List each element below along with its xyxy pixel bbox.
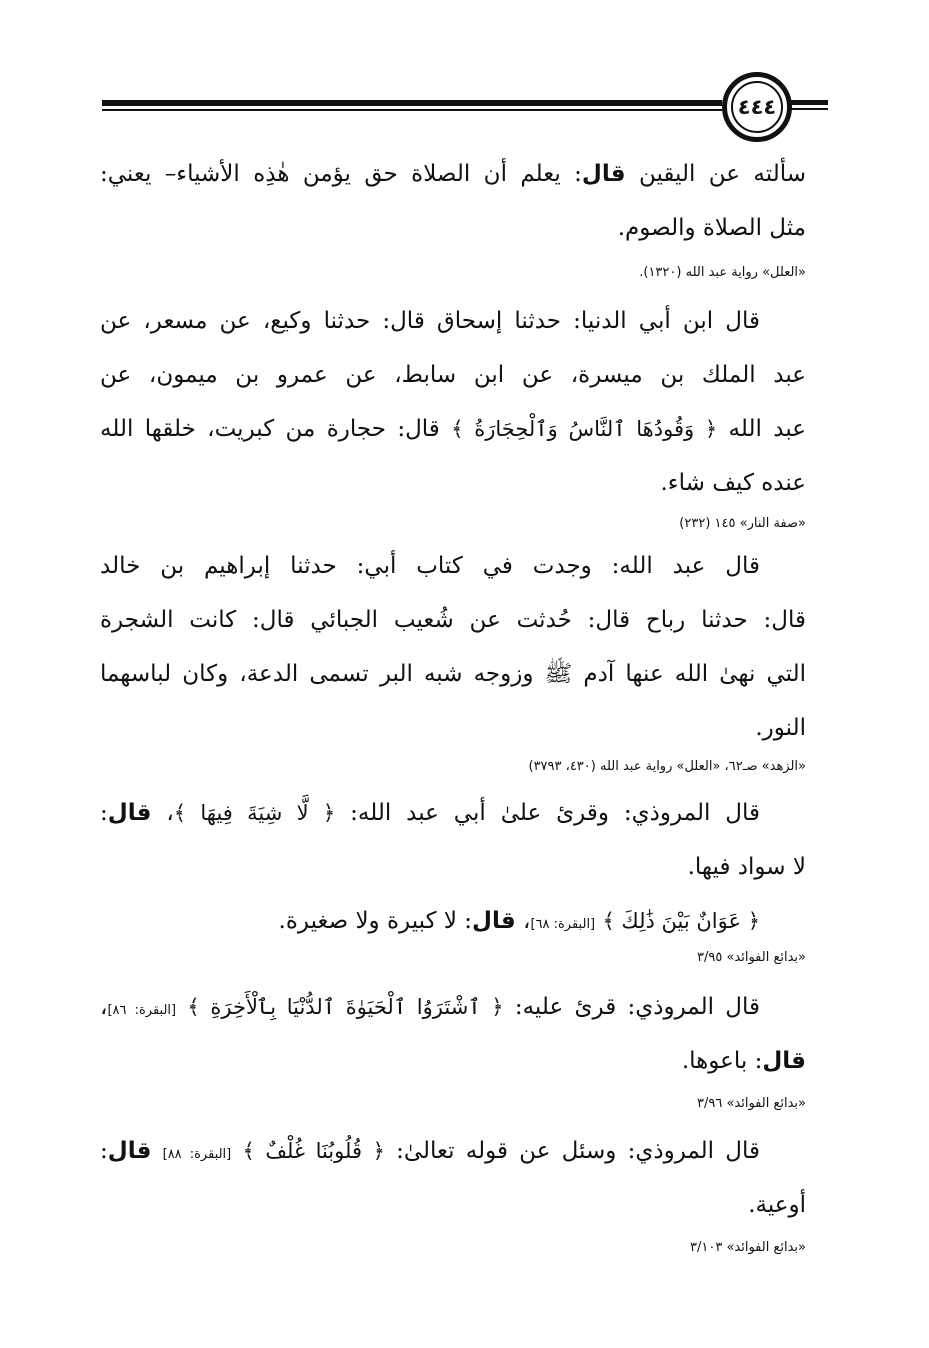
text-line: عبد الله ﴿ وَقُودُهَا ٱلنَّاسُ وَٱلْحِجَارَةُ ﴾ قال: حجارة من كبريت، خلقها الله <box>100 416 807 442</box>
paragraph-2 <box>100 294 806 510</box>
page-number: ٤٤٤ <box>731 81 783 133</box>
text-line: قال: حدثنا رباح قال: حُدثت عن شُعيب الجبائي قال: كانت الشجرة <box>100 607 806 633</box>
source-citation: «الزهد» صـ٦٢، «العلل» رواية عبد الله (٤٣٠، ٣٧٩٣) <box>528 759 806 774</box>
quran-verse: ﴿ لَّا شِيَةَ فِيهَا ﴾ <box>173 801 336 825</box>
text-line: قال عبد الله: وجدت في كتاب أبي: حدثنا إبراهيم بن خالد <box>100 553 760 579</box>
verse-reference: [البقرة: ٨٦] <box>107 1003 177 1018</box>
text-line: قال المروذي: قرئ عليه: ﴿ ٱشْتَرَوُا ٱلْحَيَوٰةَ ٱلدُّنْيَا بِٱلْأَخِرَةِ ﴾ [البقرة: ٨٦]، <box>100 994 760 1020</box>
verse-reference: [البقرة: ٦٨] <box>530 917 596 932</box>
text-line: قال: باعوها. <box>681 1048 806 1074</box>
text-line: قال ابن أبي الدنيا: حدثنا إسحاق قال: حدثنا وكيع، عن مسعر، عن <box>100 308 760 334</box>
source-citation: «بدائع الفوائد» ٣/٩٦ <box>696 1096 806 1111</box>
text-line: ﴿ عَوَانٌ بَيْنَ ذَٰلِكَ ﴾ [البقرة: ٦٨]، قال: لا كبيرة ولا صغيرة. <box>278 908 760 934</box>
source-citation: «العلل» رواية عبد الله (١٣٢٠). <box>639 265 806 280</box>
text-line: عنده كيف شاء. <box>660 470 806 496</box>
text-line: سألته عن اليقين قال: يعلم أن الصلاة حق يؤمن هٰذِه الأشياء– يعني: <box>100 161 806 187</box>
verse-reference: [البقرة: ٨٨] <box>162 1147 232 1162</box>
paragraph-4 <box>100 786 806 948</box>
quran-verse: ﴿ ٱشْتَرَوُا ٱلْحَيَوٰةَ ٱلدُّنْيَا بِٱلْأَخِرَةِ ﴾ <box>187 995 504 1019</box>
quran-verse: ﴿ قُلُوبُنَا غُلْفٌ ﴾ <box>242 1139 385 1163</box>
text-line: قال المروذي: وقرئ علىٰ أبي عبد الله: ﴿ لَّا شِيَةَ فِيهَا ﴾، قال: <box>100 800 760 826</box>
header-rule-stub <box>790 100 828 105</box>
text-line: النور. <box>755 715 806 741</box>
header-rule-stub <box>790 108 828 110</box>
text-line: التي نهىٰ الله عنها آدم ﷺ وزوجه شبه البر تسمى الدعة، وكان لباسهما <box>100 661 806 687</box>
quran-verse: ﴿ وَقُودُهَا ٱلنَّاسُ وَٱلْحِجَارَةُ ﴾ <box>451 417 718 441</box>
paragraph-5 <box>100 980 806 1088</box>
text-line: عبد الملك بن ميسرة، عن ابن سابط، عن عمرو بن ميمون، عن <box>100 362 806 388</box>
page-number-badge <box>722 72 792 142</box>
source-citation: «بدائع الفوائد» ٣/٩٥ <box>696 950 806 965</box>
text-line: قال المروذي: وسئل عن قوله تعالىٰ: ﴿ قُلُوبُنَا غُلْفٌ ﴾ [البقرة: ٨٨] قال: <box>100 1138 761 1164</box>
header-rule <box>102 100 722 112</box>
source-citation: «بدائع الفوائد» ٣/١٠٣ <box>690 1240 806 1255</box>
quran-verse: ﴿ عَوَانٌ بَيْنَ ذَٰلِكَ ﴾ <box>602 909 760 933</box>
paragraph-1 <box>100 147 806 255</box>
source-citation: «صفة النار» ١٤٥ (٢٣٢) <box>679 516 806 531</box>
paragraph-6 <box>100 1124 806 1232</box>
text-line: لا سواد فيها. <box>687 854 806 880</box>
text-line: مثل الصلاة والصوم. <box>617 215 806 241</box>
paragraph-3 <box>100 539 806 755</box>
text-line: أوعية. <box>748 1192 806 1218</box>
